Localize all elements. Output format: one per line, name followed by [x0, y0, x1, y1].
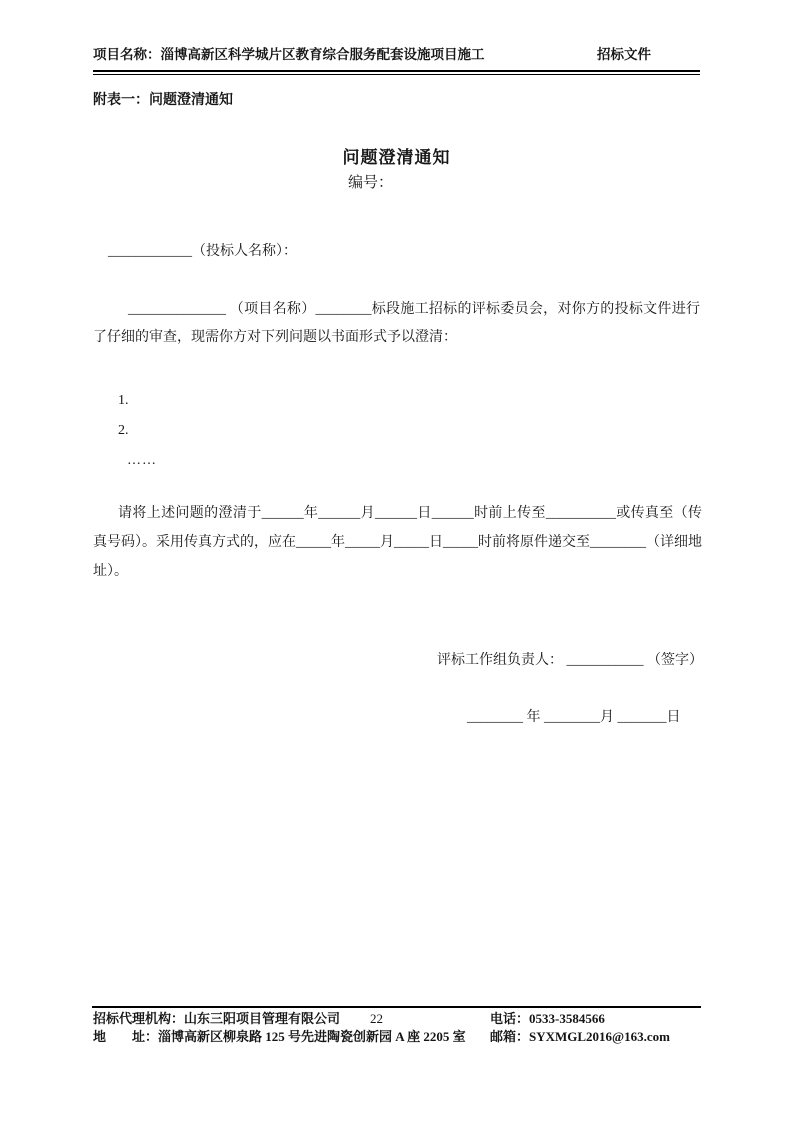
- date-line: ________ 年 ________月 _______日: [467, 710, 681, 725]
- intro-paragraph: ______________ （项目名称）________标段施工招标的评标委员会，对你方的投标文件进行了仔细的审查，现需你方对下列问题以书面形式予以澄清：: [93, 302, 700, 345]
- footer-agency: 招标代理机构：山东三阳项目管理有限公司: [93, 1011, 341, 1026]
- footer-email: 邮箱：SYXMGL2016@163.com: [490, 1029, 671, 1044]
- signature-line: 评标工作组负责人： ___________ （签字）: [437, 653, 703, 668]
- question-item-2: 2.: [118, 423, 129, 438]
- question-item-ellipsis: ……: [127, 453, 157, 468]
- attachment-heading: 附表一：问题澄清通知: [93, 93, 233, 108]
- addressee-line: ____________（投标人名称）：: [108, 244, 297, 259]
- clarify-paragraph: 请将上述问题的澄清于______年______月______日______时前上传至__________或传真至（传真号码）。采用传真方式的，应在_____年_____月_____日_____时前将原件递交至________（详细地址）。: [93, 506, 702, 579]
- page-title: 问题澄清通知: [342, 148, 451, 167]
- footer-phone: 电话：0533-3584566: [490, 1011, 605, 1026]
- question-list: [118, 386, 157, 476]
- header-divider: [93, 70, 700, 75]
- page-number: 22: [370, 1011, 383, 1026]
- header-doc-type: 招标文件: [597, 47, 651, 62]
- doc-number-label: 编号：: [348, 174, 394, 191]
- footer-address: 地 址：淄博高新区柳泉路 125 号先进陶瓷创新园 A 座 2205 室: [93, 1029, 466, 1044]
- footer-divider: [92, 1006, 701, 1008]
- header-project-name: 项目名称：淄博高新区科学城片区教育综合服务配套设施项目施工: [93, 47, 485, 62]
- question-item-1: 1.: [118, 393, 129, 408]
